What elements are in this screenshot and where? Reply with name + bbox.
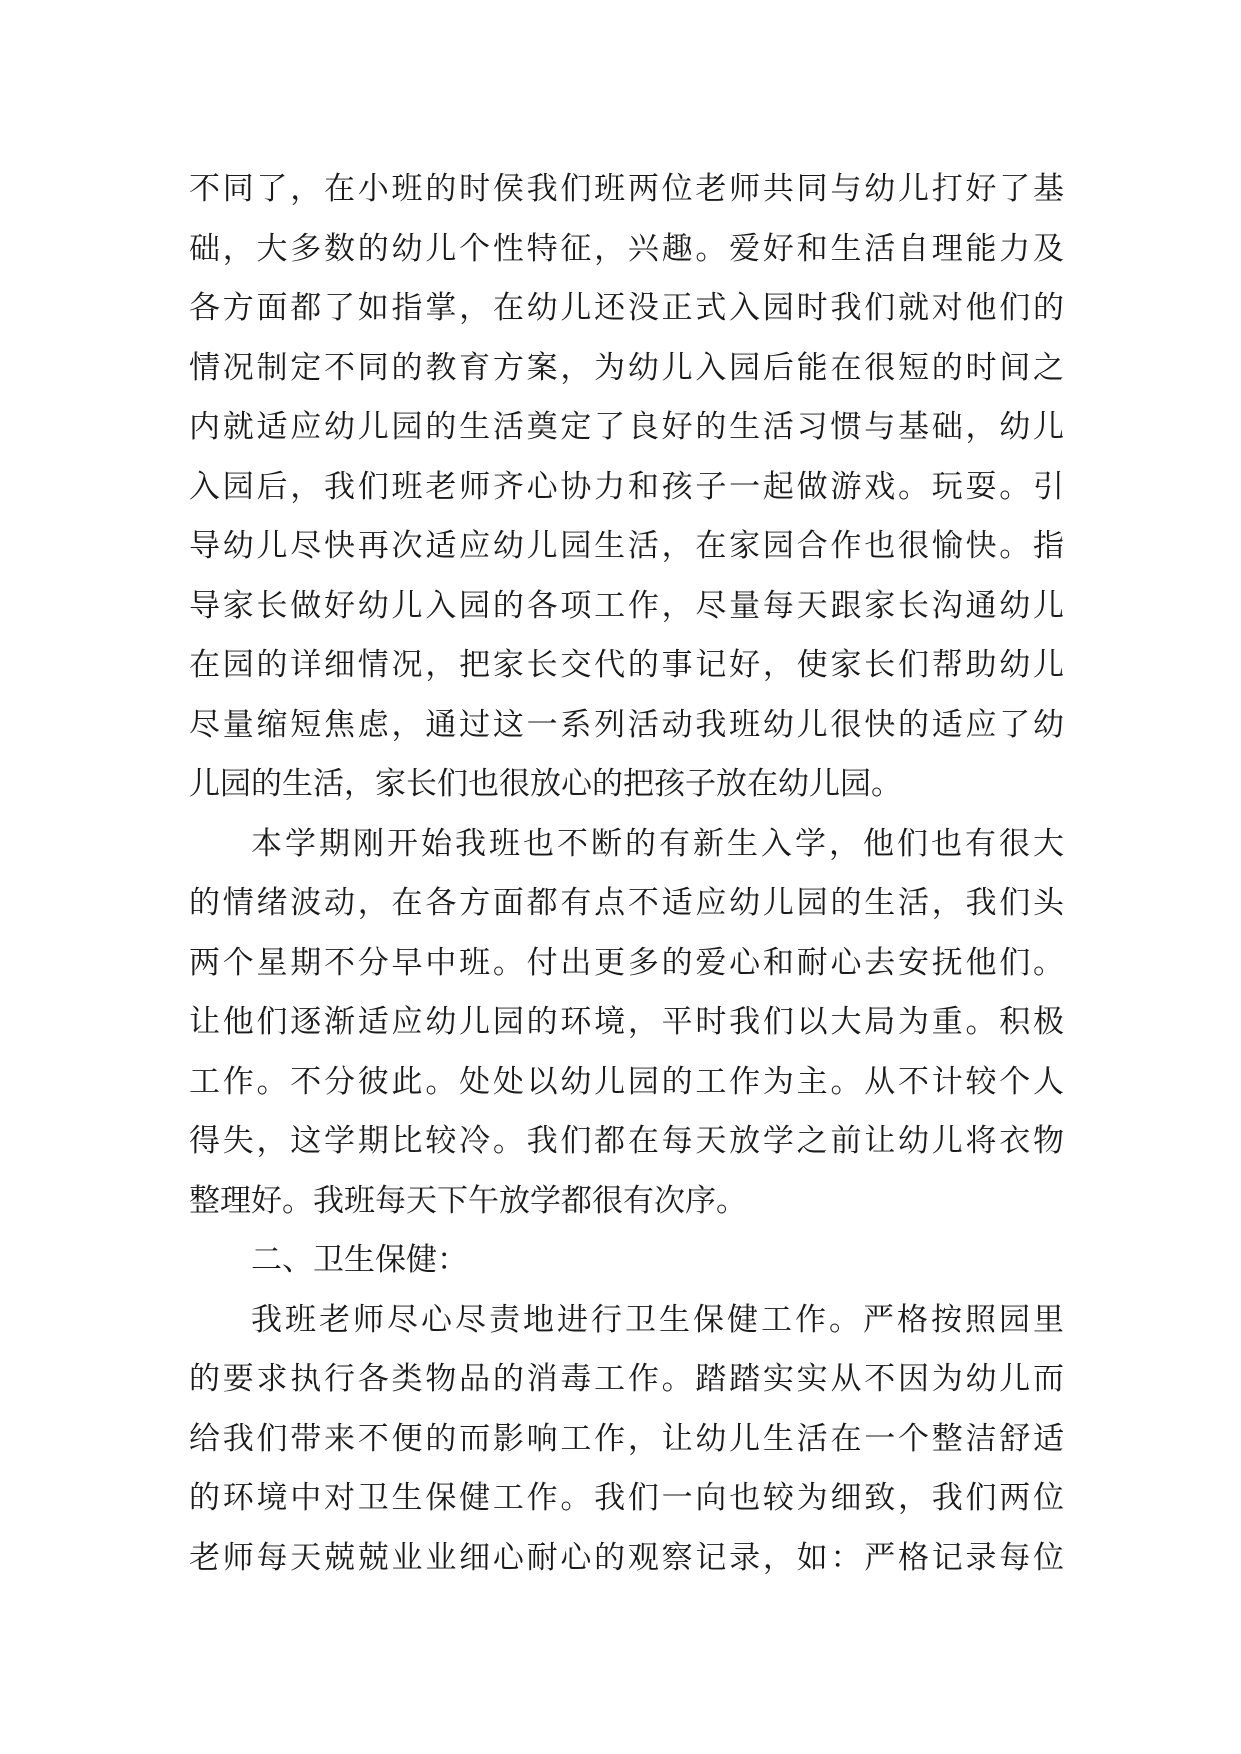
text-line: 的环境中对卫生保健工作。我们一向也较为细致，我们两位 — [189, 1480, 1064, 1516]
text-line: 二、卫生保健： — [251, 1242, 468, 1278]
text-line: 础，大多数的幼儿个性特征，兴趣。爱好和生活自理能力及 — [189, 230, 1064, 267]
text-line: 不同了，在小班的时侯我们班两位老师共同与幼儿打好了基 — [189, 171, 1064, 207]
text-line: 两个星期不分早中班。付出更多的爱心和耐心去安抚他们。 — [189, 944, 1064, 981]
text-line: 导家长做好幼儿入园的各项工作，尽量每天跟家长沟通幼儿 — [189, 587, 1064, 624]
text-line: 整理好。我班每天下午放学都很有次序。 — [189, 1182, 747, 1219]
text-line: 给我们带来不便的而影响工作，让幼儿生活在一个整洁舒适 — [189, 1420, 1064, 1457]
text-line: 让他们逐渐适应幼儿园的环境，平时我们以大局为重。积极 — [189, 1004, 1064, 1040]
text-line: 儿园的生活，家长们也很放心的把孩子放在幼儿园。 — [189, 766, 902, 802]
text-line: 的要求执行各类物品的消毒工作。踏踏实实从不因为幼儿而 — [189, 1361, 1064, 1397]
text-line: 老师每天兢兢业业细心耐心的观察记录，如：严格记录每位 — [189, 1539, 1064, 1576]
text-line: 情况制定不同的教育方案，为幼儿入园后能在很短的时间之 — [189, 349, 1064, 386]
text-line: 内就适应幼儿园的生活奠定了良好的生活习惯与基础，幼儿 — [189, 409, 1064, 445]
body-text — [189, 160, 1064, 1588]
text-line: 我班老师尽心尽责地进行卫生保健工作。严格按照园里 — [251, 1301, 1064, 1338]
text-line: 导幼儿尽快再次适应幼儿园生活，在家园合作也很愉快。指 — [189, 528, 1064, 564]
text-line: 得失，这学期比较冷。我们都在每天放学之前让幼儿将衣物 — [189, 1123, 1064, 1159]
text-line: 的情绪波动，在各方面都有点不适应幼儿园的生活，我们头 — [189, 885, 1064, 921]
text-line: 在园的详细情况，把家长交代的事记好，使家长们帮助幼儿 — [189, 647, 1064, 683]
text-line: 入园后，我们班老师齐心协力和孩子一起做游戏。玩耍。引 — [189, 468, 1064, 505]
text-line: 尽量缩短焦虑，通过这一系列活动我班幼儿很快的适应了幼 — [189, 706, 1064, 743]
text-line: 工作。不分彼此。处处以幼儿园的工作为主。从不计较个人 — [189, 1063, 1064, 1100]
text-line: 各方面都了如指掌，在幼儿还没正式入园时我们就对他们的 — [189, 290, 1064, 326]
text-line: 本学期刚开始我班也不断的有新生入学，他们也有很大 — [251, 825, 1064, 862]
